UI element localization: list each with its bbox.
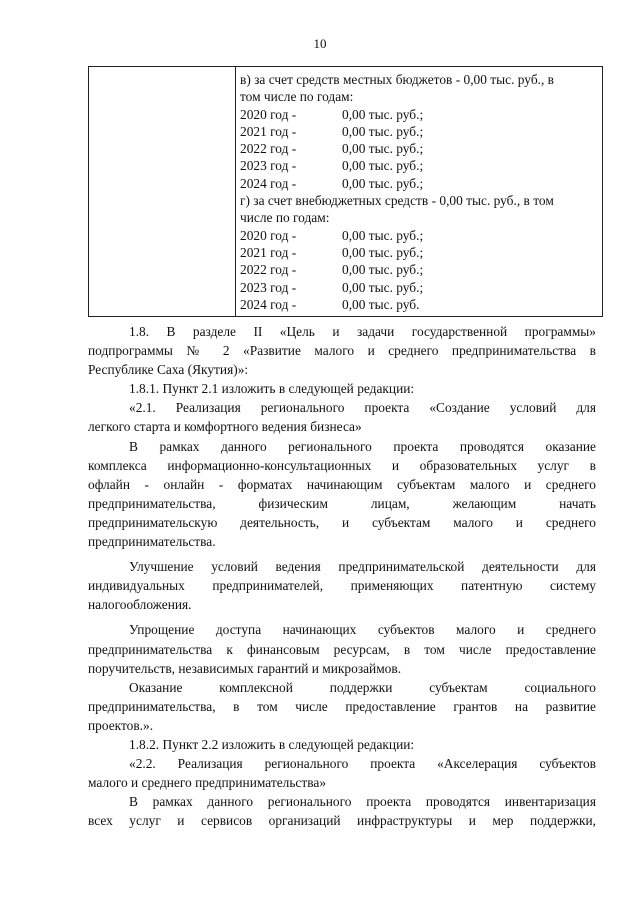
local-year-row xyxy=(240,157,598,174)
local-year-row xyxy=(240,123,598,140)
funding-extra-line-2: числе по годам: xyxy=(240,210,330,226)
table-row xyxy=(89,67,603,317)
year-amount: 0,00 тыс. руб.; xyxy=(342,106,424,122)
text-line: комплекса информационно-консультационных и образовательных услуг в xyxy=(88,457,596,473)
year-label: 2022 год - xyxy=(240,262,297,278)
page-number: 10 xyxy=(313,36,327,51)
year-amount: 0,00 тыс. руб.; xyxy=(342,262,424,278)
text-line: Оказание комплексной поддержки субъектам социального xyxy=(129,679,596,695)
text-line: 1.8.2. Пункт 2.2 изложить в следующей редакции: xyxy=(129,736,415,752)
text-line: «2.1. Реализация регионального проекта «Создание условий для xyxy=(129,400,596,416)
year-label: 2023 год - xyxy=(240,158,297,174)
funding-text xyxy=(240,71,598,313)
funding-local-line-2: том числе по годам: xyxy=(240,89,354,105)
text-line: офлайн - онлайн - форматах начинающим субъектам малого и среднего xyxy=(88,476,596,492)
year-amount: 0,00 тыс. руб.; xyxy=(342,244,424,260)
year-label: 2023 год - xyxy=(240,279,297,295)
text-line: предпринимательства, в том числе предоставление грантов на развитие xyxy=(88,698,596,714)
text-line: Упрощение доступа начинающих субъектов малого и среднего xyxy=(129,622,596,638)
text-line: индивидуальных предпринимателей, применяющих патентную систему xyxy=(88,578,596,594)
text-line: налогообложения. xyxy=(88,597,192,613)
paragraph-2-1-title xyxy=(88,398,596,436)
funding-extra-line-1: г) за счет внебюджетных средств - 0,00 тыс. руб., в том xyxy=(240,193,554,209)
year-amount: 0,00 тыс. руб.; xyxy=(342,158,424,174)
document-body xyxy=(88,322,596,830)
paragraph-2-1-body xyxy=(88,437,596,552)
paragraph-1-8-1 xyxy=(88,379,596,398)
paragraph-2-2-title xyxy=(88,754,596,792)
year-amount: 0,00 тыс. руб.; xyxy=(342,279,424,295)
text-line: 1.8.1. Пункт 2.1 изложить в следующей редакции: xyxy=(129,381,415,397)
text-line: 1.8. В разделе II «Цель и задачи государственной программы» xyxy=(129,324,596,339)
year-amount: 0,00 тыс. руб.; xyxy=(342,141,424,157)
paragraph-1-8-2 xyxy=(88,735,596,754)
paragraph-access xyxy=(88,620,596,677)
table-cell-funding xyxy=(236,67,603,317)
year-label: 2024 год - xyxy=(240,296,297,312)
text-line: В рамках данного регионального проекта проводятся оказание xyxy=(129,438,596,454)
text-line: поручительств, независимых гарантий и микрозаймов. xyxy=(88,660,402,676)
year-amount: 0,00 тыс. руб.; xyxy=(342,123,424,139)
text-line: предпринимательства. xyxy=(88,534,216,550)
text-line: проектов.». xyxy=(88,717,154,733)
paragraph-2-2-body xyxy=(88,792,596,830)
extra-year-row xyxy=(240,279,598,296)
funding-table xyxy=(88,66,603,317)
extra-year-row xyxy=(240,244,598,261)
paragraph-improvement xyxy=(88,557,596,614)
text-line: «2.2. Реализация регионального проекта «Акселерация субъектов xyxy=(129,756,596,772)
local-year-row xyxy=(240,175,598,192)
local-year-row xyxy=(240,106,598,123)
text-line: подпрограммы № 2 «Развитие малого и среднего предпринимательства в xyxy=(88,343,596,359)
funding-local-line-1: в) за счет средств местных бюджетов - 0,00 тыс. руб., в xyxy=(240,72,554,87)
extra-year-row xyxy=(240,227,598,244)
year-label: 2021 год - xyxy=(240,123,297,139)
text-line: Улучшение условий ведения предпринимательской деятельности для xyxy=(129,559,596,575)
text-line: предпринимательства, физическим лицам, желающим начать xyxy=(88,495,596,511)
paragraph-section-1-8 xyxy=(88,322,596,379)
text-line: предпринимательскую деятельность, и субъектам малого и среднего xyxy=(88,514,596,530)
extra-year-row xyxy=(240,296,598,313)
paragraph-social-support xyxy=(88,678,596,735)
year-label: 2024 год - xyxy=(240,175,297,191)
year-amount: 0,00 тыс. руб.; xyxy=(342,227,424,243)
extra-year-row xyxy=(240,261,598,278)
local-year-row xyxy=(240,140,598,157)
year-label: 2022 год - xyxy=(240,141,297,157)
table-cell-empty xyxy=(89,67,236,317)
year-label: 2021 год - xyxy=(240,244,297,260)
text-line: Республике Саха (Якутия)»: xyxy=(88,362,249,378)
year-label: 2020 год - xyxy=(240,106,297,122)
year-amount: 0,00 тыс. руб.; xyxy=(342,175,424,191)
year-amount: 0,00 тыс. руб. xyxy=(342,296,420,312)
text-line: легкого старта и комфортного ведения бизнеса» xyxy=(88,419,362,435)
text-line: всех услуг и сервисов организаций инфраструктуры и мер поддержки, xyxy=(88,813,596,829)
text-line: предпринимательства к финансовым ресурсам, в том числе предоставление xyxy=(88,641,596,657)
text-line: В рамках данного регионального проекта проводятся инвентаризация xyxy=(129,794,596,810)
year-label: 2020 год - xyxy=(240,227,297,243)
text-line: малого и среднего предпринимательства» xyxy=(88,775,327,791)
